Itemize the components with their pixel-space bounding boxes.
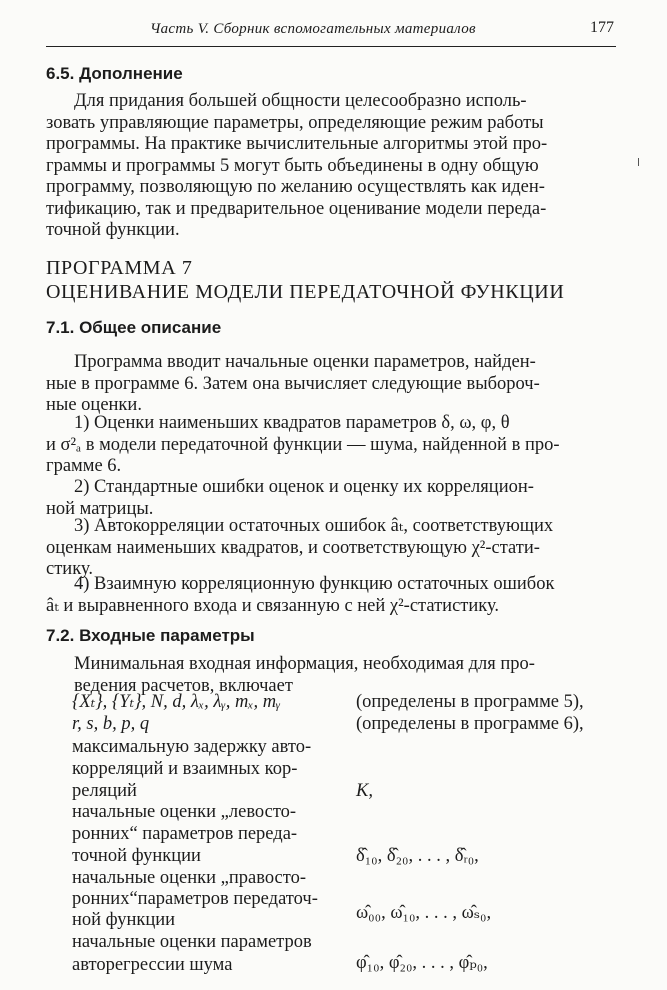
text-line: Минимальная входная информация, необходимая для про- — [74, 654, 535, 674]
text-line: 4) Взаимную корреляционную функцию остаточных ошибок — [74, 574, 555, 594]
text-line: ведения расчетов, включает — [74, 675, 293, 696]
text-line: тификацию, так и предварительное оценивание модели переда- — [46, 198, 547, 219]
input-row-left: {Xₜ}, {Yₜ}, N, d, λₓ, λᵧ, mₓ, mᵧ — [72, 692, 281, 712]
text-line: стику. — [46, 559, 93, 579]
program-title — [46, 256, 564, 304]
list-item-4 — [46, 574, 616, 617]
input-row-left: начальные оценки „левосто- — [72, 802, 297, 822]
section-7-1-heading: 7.1. Общее описание — [46, 318, 222, 337]
running-header — [46, 14, 616, 47]
list-item-3 — [46, 516, 616, 581]
text-line: ные в программе 6. Затем она вычисляет следующие выбороч- — [46, 373, 540, 394]
text-line: ные оценки. — [46, 395, 142, 415]
input-row-left: ронних“параметров передаточ- — [72, 889, 318, 909]
section-6-5-paragraph — [46, 91, 616, 242]
text-line: Для придания большей общности целесообразно исполь- — [74, 91, 527, 111]
section-7-2-intro — [46, 654, 616, 697]
margin-mark — [638, 158, 639, 166]
input-row-right: (определены в программе 5), — [356, 692, 584, 712]
input-row-right: ω̂₀₀, ω̂₁₀, . . . , ω̂ₛ₀, — [356, 903, 492, 923]
input-row-left: точной функции — [72, 846, 201, 866]
section-7-1-intro — [46, 352, 616, 417]
text-line: 1) Оценки наименьших квадратов параметров δ, ω, φ, θ — [74, 413, 510, 433]
text-line: âₜ и выравненного входа и связанную с ней χ²-статистику. — [46, 595, 500, 616]
input-row-right: (определены в программе 6), — [356, 714, 584, 734]
input-row-left: авторегрессии шума — [72, 955, 233, 975]
input-row-left: начальные оценки „правосто- — [72, 868, 307, 888]
list-item-2 — [46, 477, 616, 520]
input-row-left: ной функции — [72, 910, 176, 930]
text-line: 2) Стандартные ошибки оценок и оценку их корреляцион- — [74, 477, 534, 497]
program-number: ПРОГРАММА 7 — [46, 257, 193, 279]
text-line: программу, позволяющую по желанию осуществлять как иден- — [46, 177, 545, 197]
list-item-1 — [46, 413, 616, 478]
input-row-left: корреляций и взаимных кор- — [72, 759, 298, 779]
input-row-right: δ̂₁₀, δ̂₂₀, . . . , δ̂ᵣ₀, — [356, 846, 479, 866]
input-row-left: ронних“ параметров переда- — [72, 824, 298, 844]
input-row-left: начальные оценки параметров — [72, 932, 312, 952]
text-line: и σ²ₐ в модели передаточной функции — шума, найденной в про- — [46, 434, 560, 455]
section-6-5-heading: 6.5. Дополнение — [46, 64, 183, 83]
text-line: 3) Автокорреляции остаточных ошибок âₜ, соответствующих — [74, 516, 554, 536]
text-line: точной функции. — [46, 220, 180, 240]
text-line: оценкам наименьших квадратов, и соответствующую χ²-стати- — [46, 537, 540, 558]
text-line: Программа вводит начальные оценки параметров, найден- — [74, 352, 536, 372]
text-line: программы. На практике вычислительные алгоритмы этой про- — [46, 134, 548, 154]
program-name: ОЦЕНИВАНИЕ МОДЕЛИ ПЕРЕДАТОЧНОЙ ФУНКЦИИ — [46, 281, 565, 303]
input-row-left: максимальную задержку авто- — [72, 737, 312, 757]
section-7-2-heading: 7.2. Входные параметры — [46, 626, 255, 645]
input-row-left: r, s, b, p, q — [72, 714, 150, 734]
text-line: зовать управляющие параметры, определяющие режим работы — [46, 112, 544, 133]
running-title: Часть V. Сборник вспомогательных материалов — [150, 21, 476, 37]
input-row-right: K, — [356, 781, 373, 801]
text-line: ной матрицы. — [46, 498, 154, 519]
input-row-right: φ̂₁₀, φ̂₂₀, . . . , φ̂ₚ₀, — [356, 953, 488, 973]
input-row-left: реляций — [72, 781, 137, 801]
text-line: грамме 6. — [46, 456, 122, 476]
page-number: 177 — [590, 19, 614, 36]
text-line: граммы и программы 5 могут быть объединены в одну общую — [46, 155, 539, 176]
